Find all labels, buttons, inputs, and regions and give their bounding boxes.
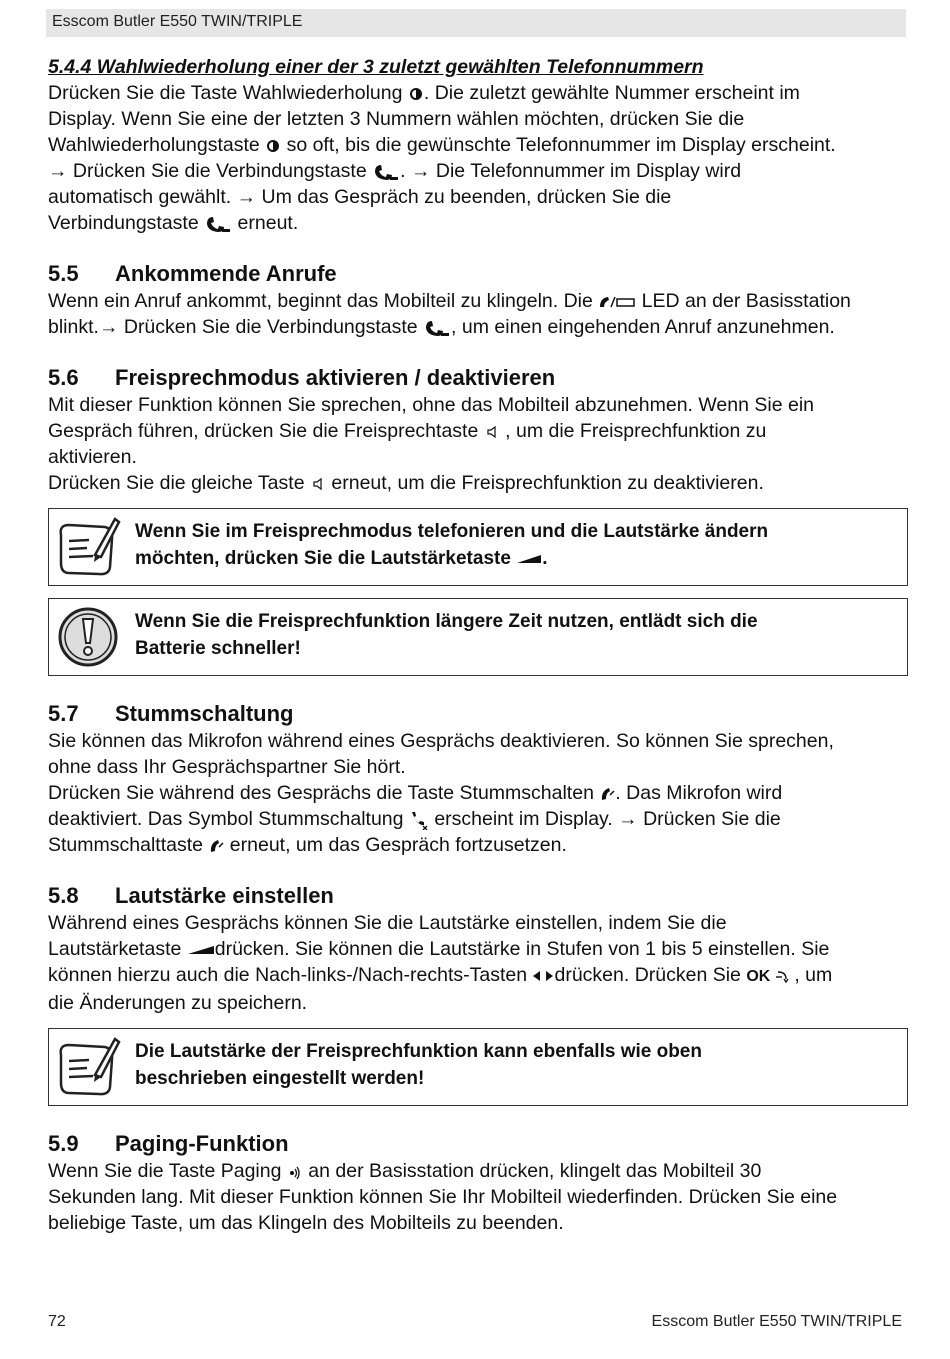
section-number: 5.5 [48, 261, 79, 286]
mute-key-icon [599, 786, 615, 802]
text: deaktiviert. Das Symbol Stummschaltung [48, 808, 409, 830]
text: . Das Mikrofon wird [615, 782, 783, 804]
text: Verbindungstaste [48, 212, 205, 234]
text: Wahlwiederholungstaste [48, 134, 266, 156]
section-title: Paging-Funktion [115, 1131, 289, 1156]
paragraph-5-5 [48, 288, 908, 340]
text: , um einen eingehenden Anruf anzunehmen. [451, 316, 835, 338]
section-heading-5-6 [48, 364, 908, 392]
text: blinkt.→ Drücken Sie die Verbindungstaste [48, 316, 424, 338]
text: Drücken Sie die gleiche Taste [48, 472, 310, 494]
speaker-icon [484, 425, 500, 439]
note-icon [55, 1035, 121, 1099]
text: erneut, um das Gespräch fortzusetzen. [224, 834, 567, 856]
section-number: 5.9 [48, 1131, 79, 1156]
left-right-keys-icon [532, 970, 554, 982]
redial-icon [265, 139, 281, 153]
text: Während eines Gesprächs können Sie die Lautstärke einstellen, indem Sie die [48, 912, 727, 934]
section-heading-5-9 [48, 1130, 908, 1158]
text: Drücken Sie die Taste Wahlwiederholung [48, 82, 408, 104]
volume-key-icon [187, 945, 215, 955]
ok-key-label: OK [746, 968, 771, 985]
redial-icon [408, 87, 424, 101]
text: . → Die Telefonnummer im Display wird [400, 160, 742, 182]
call-key-icon [372, 163, 400, 181]
mute-key-icon [208, 838, 224, 854]
text: . Die zuletzt gewählte Nummer erscheint im [423, 82, 800, 104]
warning-icon [55, 605, 121, 669]
section-number: 5.7 [48, 701, 79, 726]
text: Lautstärketaste [48, 938, 187, 960]
text: , um die Freisprechfunktion zu [499, 420, 767, 442]
section-number: 5.8 [48, 883, 79, 908]
section-title: Ankommende Anrufe [115, 261, 337, 286]
note-text: . [542, 548, 548, 569]
paragraph-5-8 [48, 910, 908, 1016]
section-title: Stummschaltung [115, 701, 294, 726]
text: können hierzu auch die Nach-links-/Nach-rechts-Tasten [48, 964, 533, 986]
volume-key-icon [516, 554, 542, 564]
section-number: 5.6 [48, 365, 79, 390]
warning-box-battery [48, 598, 908, 676]
text: Mit dieser Funktion können Sie sprechen, ohne das Mobilteil abzunehmen. Wenn Sie ein [48, 394, 815, 416]
section-title: Lautstärke einstellen [115, 883, 334, 908]
text: Display. Wenn Sie eine der letzten 3 Nummern wählen möchten, drücken Sie die [48, 108, 745, 130]
note-text: möchten, drücken Sie die Lautstärketaste [135, 548, 517, 569]
paragraph-5-6 [48, 392, 908, 496]
page-header [46, 9, 906, 37]
call-key-icon [204, 215, 232, 233]
text: an der Basisstation drücken, klingelt das Mobilteil 30 [302, 1160, 762, 1182]
text: so oft, bis die gewünschte Telefonnummer im Display erscheint. [281, 134, 836, 156]
mute-symbol-icon [409, 810, 429, 830]
section-title: Freisprechmodus aktivieren / deaktivieren [115, 365, 556, 390]
text: beliebige Taste, um das Klingeln des Mobilteils zu beenden. [48, 1212, 564, 1234]
section-heading-5-8 [48, 882, 908, 910]
section-heading-5-7 [48, 700, 908, 728]
text: → Drücken Sie die Verbindungstaste [48, 160, 373, 182]
text: erneut, um die Freisprechfunktion zu deaktivieren. [325, 472, 764, 494]
note-icon [55, 515, 121, 579]
text: ohne dass Ihr Gesprächspartner Sie hört. [48, 756, 406, 778]
text: erneut. [232, 212, 299, 234]
page-number: 72 [48, 1313, 66, 1330]
ok-key-icon [770, 968, 794, 984]
line-led-icon [598, 295, 636, 309]
header-title: Esscom Butler E550 TWIN/TRIPLE [52, 13, 303, 30]
paragraph-5-7 [48, 728, 908, 858]
warning-text: Wenn Sie die Freisprechfunktion längere Zeit nutzen, entlädt sich die [135, 611, 758, 632]
paging-icon [287, 1165, 303, 1179]
paragraph-5-9 [48, 1158, 908, 1236]
text: , um [794, 964, 833, 986]
call-key-icon [423, 319, 451, 337]
text: Stummschalttaste [48, 834, 209, 856]
warning-text: Batterie schneller! [135, 638, 301, 659]
speaker-icon [310, 477, 326, 491]
text: die Änderungen zu speichern. [48, 992, 308, 1014]
text: Sekunden lang. Mit dieser Funktion können Sie Ihr Mobilteil wiederfinden. Drücken Sie eine [48, 1186, 838, 1208]
text: Sie können das Mikrofon während eines Gesprächs deaktivieren. So können Sie sprechen, [48, 730, 834, 752]
text: Drücken Sie während des Gesprächs die Taste Stummschalten [48, 782, 600, 804]
footer-title: Esscom Butler E550 TWIN/TRIPLE [651, 1313, 902, 1330]
text: drücken. Drücken Sie [554, 964, 747, 986]
text: Gespräch führen, drücken Sie die Freisprechtaste [48, 420, 484, 442]
note-box-handsfree-volume [48, 508, 908, 586]
note-text: Die Lautstärke der Freisprechfunktion kann ebenfalls wie oben [135, 1041, 702, 1062]
note-box-handsfree-volume-setting [48, 1028, 908, 1106]
subsection-heading-5-4-4: 5.4.4 Wahlwiederholung einer der 3 zuletzt gewählten Telefonnummern [48, 56, 704, 78]
text: Wenn ein Anruf ankommt, beginnt das Mobilteil zu klingeln. Die [48, 290, 599, 312]
page-content [48, 54, 908, 1236]
text: aktivieren. [48, 446, 137, 468]
section-heading-5-5 [48, 260, 908, 288]
text: drücken. Sie können die Lautstärke in Stufen von 1 bis 5 einstellen. Sie [214, 938, 830, 960]
text: Wenn Sie die Taste Paging [48, 1160, 287, 1182]
text: automatisch gewählt. → Um das Gespräch zu beenden, drücken Sie die [48, 186, 672, 208]
text: LED an der Basisstation [636, 290, 851, 312]
note-text: Wenn Sie im Freisprechmodus telefonieren und die Lautstärke ändern [135, 521, 769, 542]
note-text: beschrieben eingestellt werden! [135, 1068, 425, 1089]
paragraph-5-4-4 [48, 80, 908, 236]
text: erscheint im Display. → Drücken Sie die [428, 808, 781, 830]
